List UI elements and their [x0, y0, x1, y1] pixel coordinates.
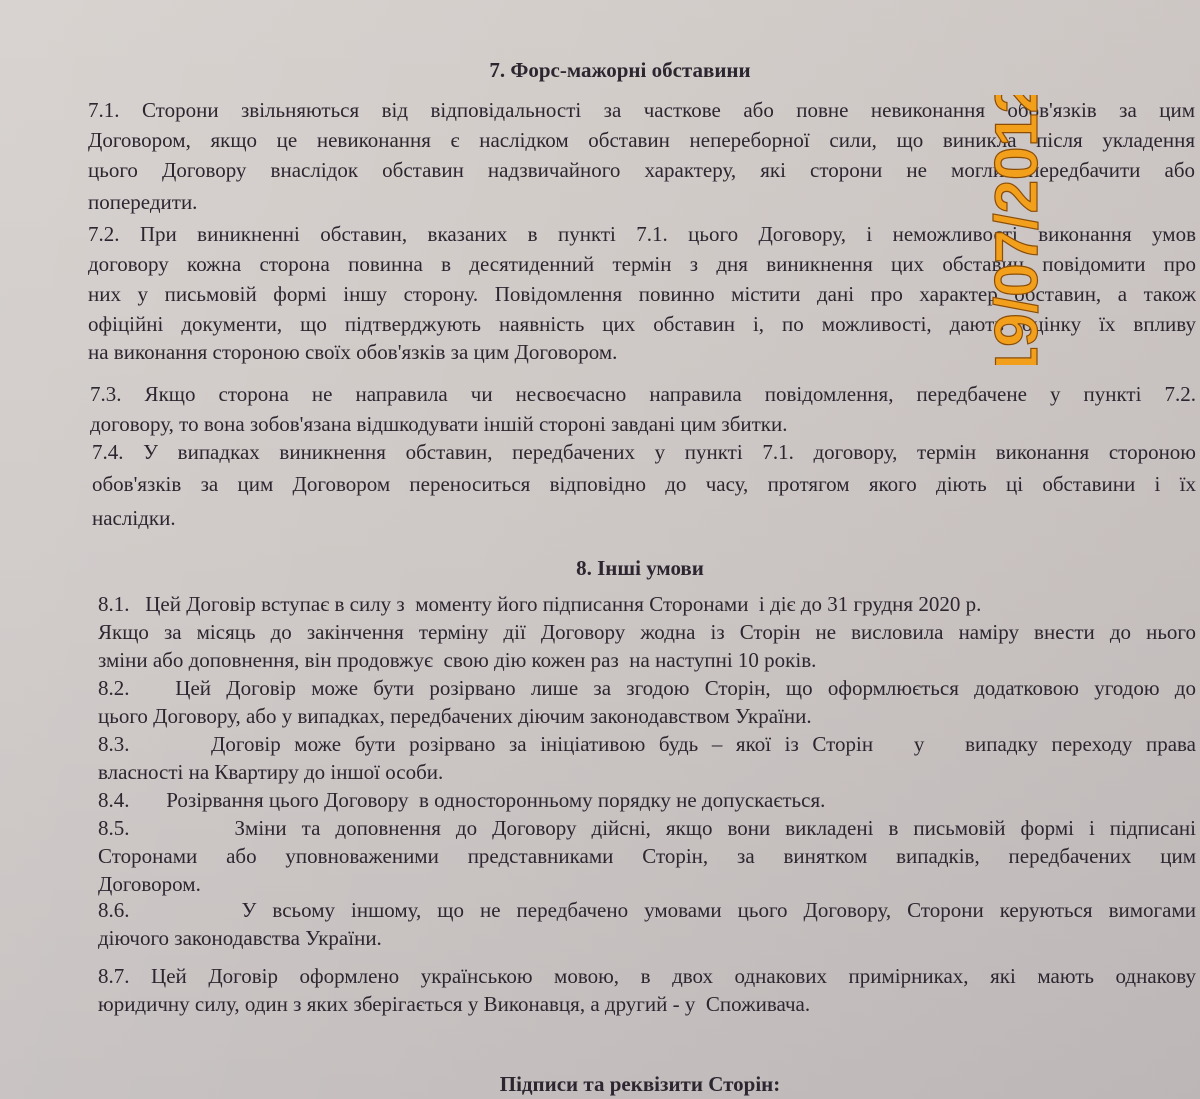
signatures-title: Підписи та реквізити Сторін:: [499, 1072, 781, 1096]
text-line: юридичну силу, один з яких зберігається у Виконавця, а другий - у Споживача.: [98, 992, 811, 1016]
date-stamp-graphic: [975, 95, 1067, 365]
date-stamp-text: 19/07/2012: [982, 95, 1050, 365]
text-line: власності на Квартиру до іншої особи.: [98, 760, 444, 784]
text-line: обов'язків за цим Договором переноситься відповідно до часу, протягом якого діють ці обставини і їх: [92, 472, 1196, 496]
text-line: цього Договору внаслідок обставин надзвичайного характеру, які сторони не могли передбачити або: [88, 158, 1195, 182]
text-line: 7.3. Якщо сторона не направила чи несвоєчасно направила повідомлення, передбачене у пункті 7.2.: [90, 382, 1196, 406]
clause-8-5: 8.5. Зміни та доповнення до Договору дійсні, якщо вони викладені в письмовій формі і підписані: [98, 816, 1196, 840]
text-line: Якщо за місяць до закінчення терміну дії Договору жодна із Сторін не висловила наміру внести до нього: [98, 620, 1196, 644]
text-line: цього Договору, або у випадках, передбачених діючим законодавством України.: [98, 704, 812, 728]
clause-8-7: 8.7. Цей Договір оформлено українською мовою, в двох однакових примірниках, які мають однакову: [98, 964, 1196, 988]
section-7-title: 7. Форс-мажорні обставини: [489, 58, 751, 82]
text-line: Договором, якщо це невиконання є наслідком обставин непереборної сили, що виникла після укладення: [88, 128, 1195, 152]
text-line: Договором.: [98, 872, 201, 896]
text-line: на виконання стороною своїх обов'язків за цим Договором.: [88, 340, 618, 364]
paragraph-7-4: [92, 440, 1196, 530]
text-line: зміни або доповнення, він продовжує свою дію кожен раз на наступні 10 років.: [98, 648, 817, 672]
clause-8-3: 8.3. Договір може бути розірвано за ініціативою будь – якої із Сторін у випадку переходу права: [98, 732, 1196, 756]
text-line: діючого законодавства України.: [98, 926, 382, 950]
text-line: них у письмовій формі іншу сторону. Повідомлення повинно містити дані про характер обставин, а також: [88, 282, 1196, 306]
text-line: наслідки.: [92, 506, 176, 530]
text-line: 7.2. При виникненні обставин, вказаних в пункті 7.1. цього Договору, і неможливості виконання умов: [88, 222, 1196, 246]
section-8-body: [98, 592, 1196, 1062]
text-line: 7.1. Сторони звільняються від відповідальності за часткове або повне невиконання обов'язків за цим: [88, 98, 1195, 122]
clause-8-4: 8.4. Розірвання цього Договору в односторонньому порядку не допускається.: [98, 788, 826, 812]
clause-8-2: 8.2. Цей Договір може бути розірвано лише за згодою Сторін, що оформлюється додатковою угодою до: [98, 676, 1196, 700]
text-line: договору кожна сторона повинна в десятиденний термін з дня виникнення цих обставин повідомити про: [88, 252, 1196, 276]
section-8-title: 8. Інші умови: [576, 556, 704, 580]
text-line: 7.4. У випадках виникнення обставин, передбачених у пункті 7.1. договору, термін виконання стороною: [92, 440, 1196, 464]
text-line: Сторонами або уповноваженими представниками Сторін, за винятком випадків, передбачених цим: [98, 844, 1196, 868]
text-line: попередити.: [88, 190, 198, 214]
text-line: офіційні документи, що підтверджують наявність цих обставин і, по можливості, дають оцінку їх впливу: [88, 312, 1196, 336]
text-line: договору, то вона зобов'язана відшкодувати іншій стороні завдані цим збитки.: [90, 412, 788, 436]
clause-8-6: 8.6. У всьому іншому, що не передбачено умовами цього Договору, Сторони керуються вимогами: [98, 898, 1196, 922]
paragraph-7-3: [90, 382, 1196, 442]
date-stamp: [975, 95, 1067, 365]
clause-8-1: 8.1. Цей Договір вступає в силу з моменту його підписання Сторонами і діє до 31 грудня 2020 р.: [98, 592, 982, 616]
